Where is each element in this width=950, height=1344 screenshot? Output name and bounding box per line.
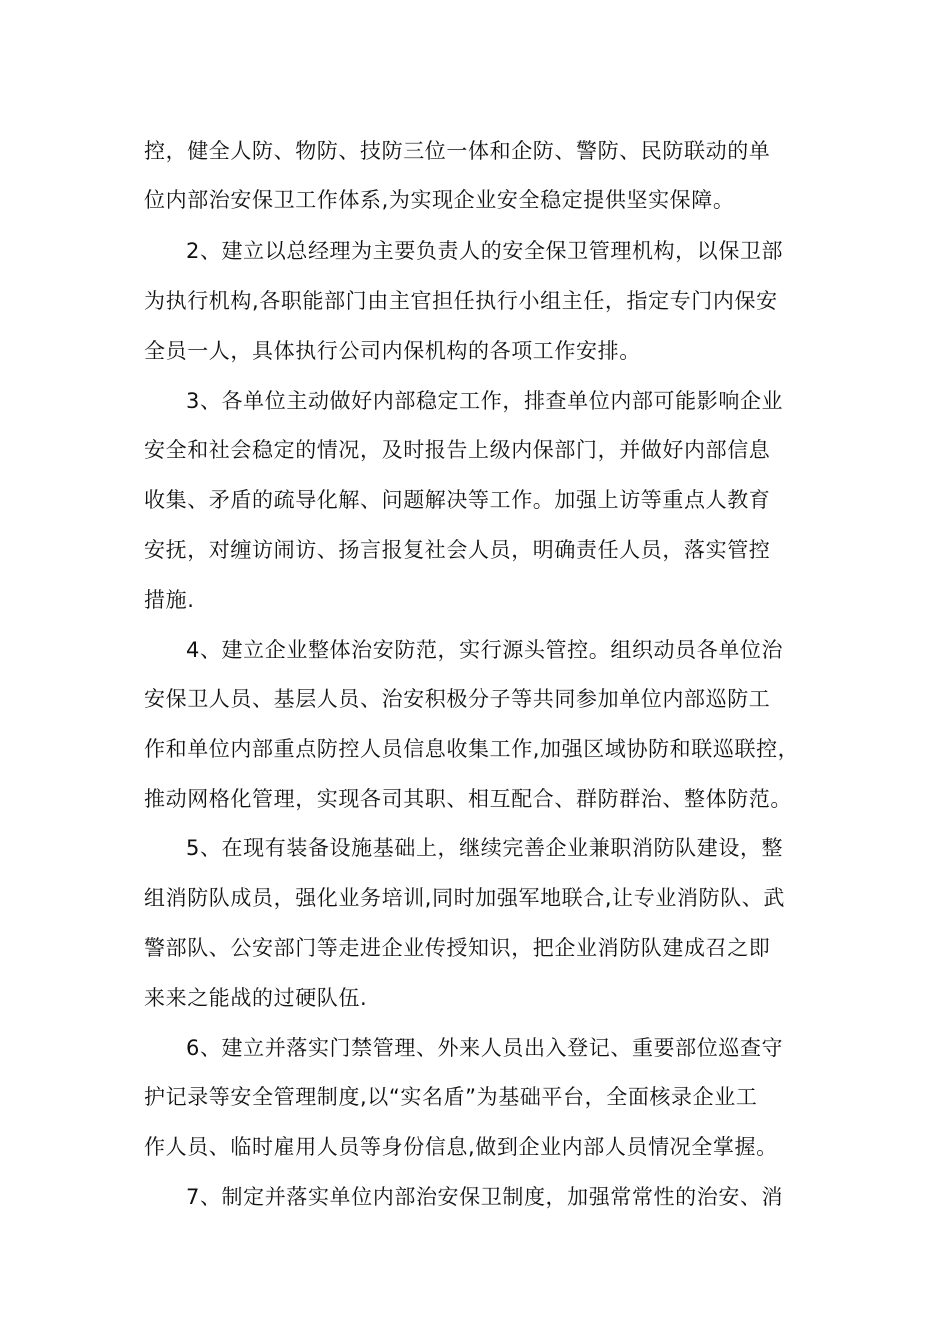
paragraph-6-start: 6、建立并落实门禁管理、外来人员出入登记、重要部位巡查守 (186, 1036, 784, 1060)
text-line: 安全和社会稳定的情况，及时报告上级内保部门，并做好内部信息 (144, 438, 771, 462)
text-line: 作和单位内部重点防控人员信息收集工作,加强区域协防和联巡联控， (144, 737, 800, 761)
paragraph-5-start: 5、在现有装备设施基础上，继续完善企业兼职消防队建设，整 (186, 836, 784, 860)
text-line: 安抚，对缠访闹访、扬言报复社会人员，明确责任人员，落实管控 (144, 538, 771, 562)
text-line: 警部队、公安部门等走进企业传授知识，把企业消防队建成召之即 (144, 936, 771, 960)
paragraph-2-start: 2、建立以总经理为主要负责人的安全保卫管理机构，以保卫部 (186, 239, 784, 263)
text-line: 来来之能战的过硬队伍. (144, 986, 368, 1010)
text-line: 位内部治安保卫工作体系,为实现企业安全稳定提供坚实保障。 (144, 188, 735, 212)
text-line: 推动网格化管理，实现各司其职、相互配合、群防群治、整体防范。 (144, 787, 792, 811)
text-line: 组消防队成员，强化业务培训,同时加强军地联合,让专业消防队、武 (144, 886, 785, 910)
text-line: 措施. (144, 588, 195, 612)
text-line: 控，健全人防、物防、技防三位一体和企防、警防、民防联动的单 (144, 139, 771, 163)
text-line: 收集、矛盾的疏导化解、问题解决等工作。加强上访等重点人教育 (144, 488, 771, 512)
text-line: 全员一人，具体执行公司内保机构的各项工作安排。 (144, 339, 641, 363)
paragraph-7-start: 7、制定并落实单位内部治安保卫制度，加强常常性的治安、消 (186, 1185, 784, 1209)
text-line: 为执行机构,各职能部门由主官担任执行小组主任，指定专门内保安 (144, 289, 778, 313)
text-line: 护记录等安全管理制度,以“实名盾”为基础平台，全面核录企业工 (144, 1085, 758, 1109)
text-line: 作人员、临时雇用人员等身份信息,做到企业内部人员情况全掌握。 (144, 1135, 778, 1159)
paragraph-4-start: 4、建立企业整体治安防范，实行源头管控。组织动员各单位治 (186, 638, 784, 662)
paragraph-3-start: 3、各单位主动做好内部稳定工作，排查单位内部可能影响企业 (186, 389, 784, 413)
text-line: 安保卫人员、基层人员、治安积极分子等共同参加单位内部巡防工 (144, 687, 771, 711)
